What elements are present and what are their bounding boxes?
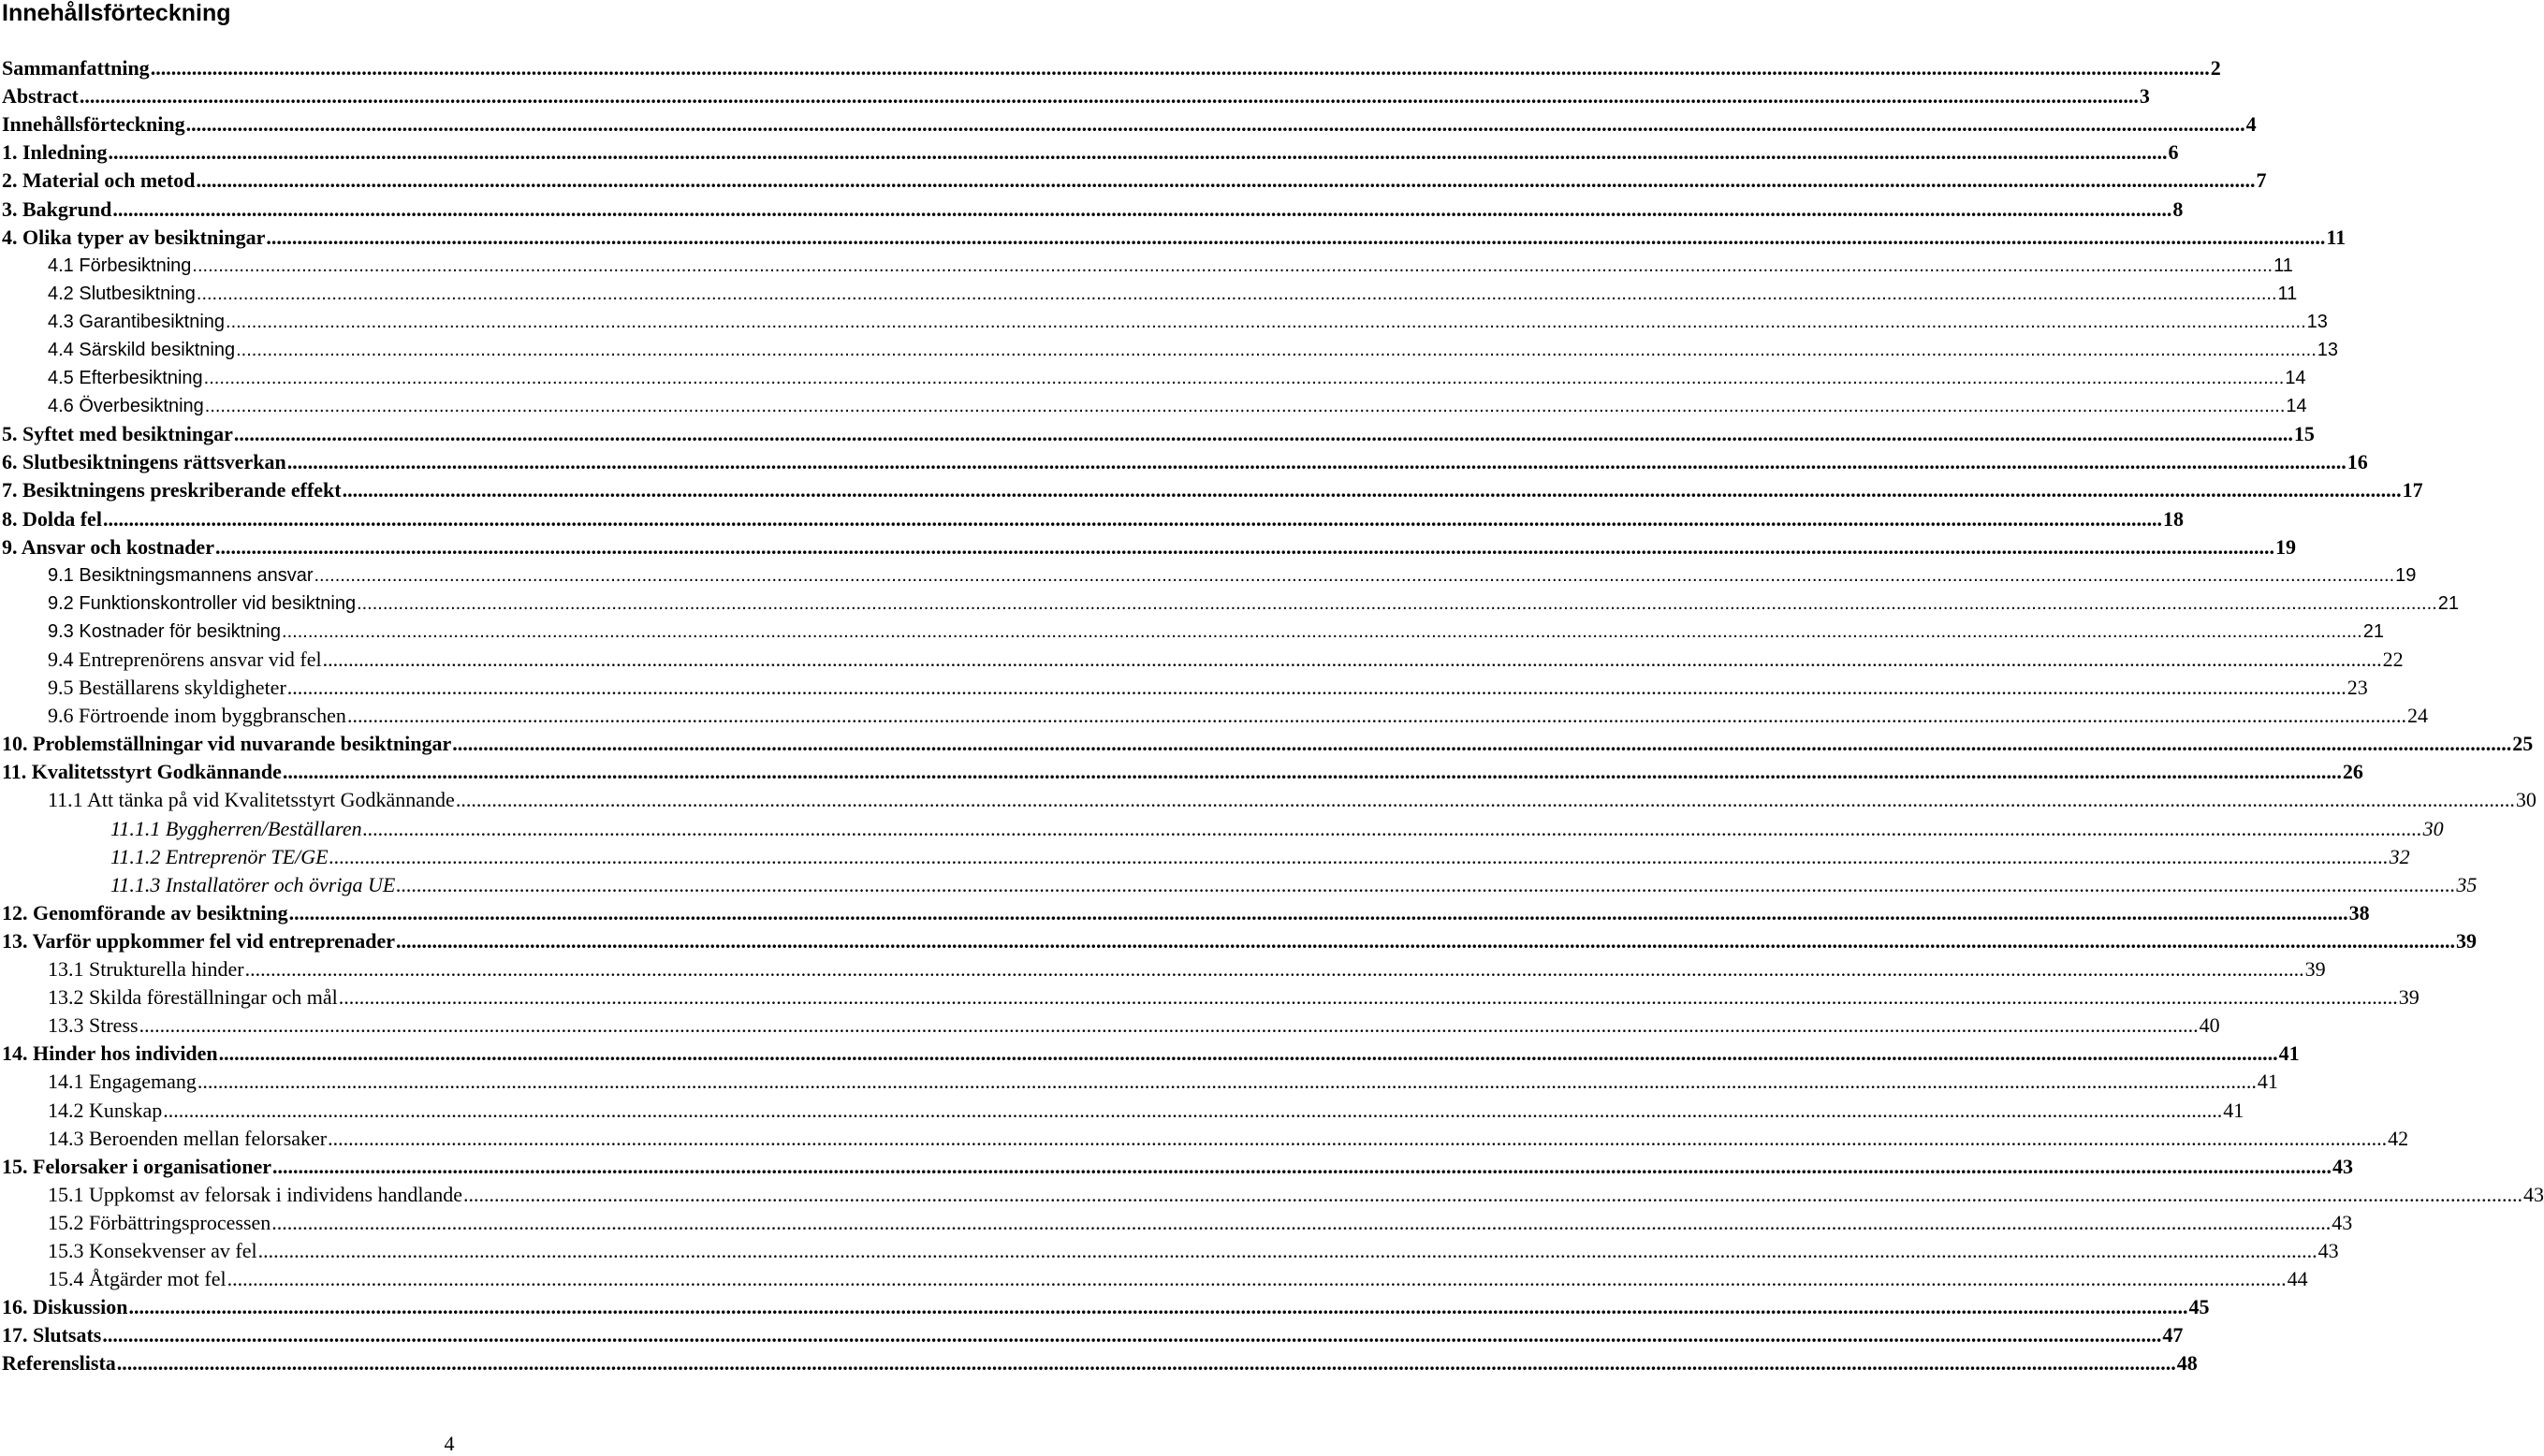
toc-leader-dots: ................................................................................................................................................................................................................................................................................................................................................................................................................ bbox=[79, 84, 2139, 109]
toc-entry-label: 15. Felorsaker i organisationer bbox=[2, 1154, 271, 1178]
toc-entry-label: 2. Material och metod bbox=[2, 168, 196, 193]
toc-entry[interactable] bbox=[0, 476, 2423, 504]
toc-entry-label: 11.1 Att tänka på vid Kvalitetsstyrt Godkännande bbox=[48, 788, 455, 812]
toc-leader-dots: ................................................................................................................................................................................................................................................................................................................................................................................................................ bbox=[163, 1098, 2223, 1122]
toc-entry[interactable] bbox=[0, 1265, 2308, 1293]
toc-entry-label: 12. Genomförande av besiktning bbox=[2, 900, 288, 925]
toc-leader-dots: ................................................................................................................................................................................................................................................................................................................................................................................................................ bbox=[236, 339, 2317, 360]
toc-entry-label: 4.4 Särskild besiktning bbox=[48, 339, 236, 360]
toc-entry-page: 32 bbox=[2389, 844, 2410, 868]
toc-entry-label: Innehållsförteckning bbox=[2, 112, 185, 137]
toc-leader-dots: ................................................................................................................................................................................................................................................................................................................................................................................................................ bbox=[192, 255, 2274, 276]
toc-entry-page: 17 bbox=[2402, 478, 2423, 502]
toc-leader-dots: ................................................................................................................................................................................................................................................................................................................................................................................................................ bbox=[218, 1041, 2278, 1066]
toc-leader-dots: ................................................................................................................................................................................................................................................................................................................................................................................................................ bbox=[396, 872, 2456, 896]
toc-entry[interactable] bbox=[0, 54, 2221, 82]
toc-entry[interactable] bbox=[0, 533, 2296, 561]
toc-entry[interactable] bbox=[0, 899, 2370, 927]
toc-entry-page: 39 bbox=[2304, 957, 2326, 982]
toc-entry-page: 2 bbox=[2210, 56, 2221, 80]
toc-entry-label: 9.5 Beställarens skyldigheter bbox=[48, 676, 286, 700]
toc-entry[interactable] bbox=[0, 364, 2306, 392]
toc-entry-page: 41 bbox=[2223, 1098, 2244, 1122]
toc-entry-page: 44 bbox=[2287, 1267, 2308, 1291]
toc-entry[interactable] bbox=[0, 448, 2368, 476]
toc-entry-page: 8 bbox=[2172, 197, 2184, 221]
toc-entry[interactable] bbox=[0, 702, 2428, 730]
toc-entry-label: 1. Inledning bbox=[2, 140, 108, 165]
toc-entry-page: 4 bbox=[2245, 112, 2257, 137]
toc-entry-label: 4.1 Förbesiktning bbox=[48, 255, 192, 276]
toc-leader-dots: ................................................................................................................................................................................................................................................................................................................................................................................................................ bbox=[197, 1070, 2257, 1094]
toc-entry[interactable] bbox=[0, 561, 2417, 590]
toc-entry[interactable] bbox=[0, 730, 2534, 758]
toc-leader-dots: ................................................................................................................................................................................................................................................................................................................................................................................................................ bbox=[286, 676, 2347, 700]
toc-leader-dots: ................................................................................................................................................................................................................................................................................................................................................................................................................ bbox=[286, 450, 2347, 474]
toc-leader-dots: ................................................................................................................................................................................................................................................................................................................................................................................................................ bbox=[139, 1013, 2199, 1038]
toc-leader-dots: ................................................................................................................................................................................................................................................................................................................................................................................................................ bbox=[226, 311, 2306, 332]
toc-entry-label: 11.1.3 Installatörer och övriga UE bbox=[110, 872, 396, 896]
toc-entry-page: 43 bbox=[2317, 1238, 2339, 1262]
toc-entry[interactable] bbox=[0, 1012, 2220, 1040]
toc-entry-label: 16. Diskussion bbox=[2, 1295, 128, 1319]
toc-leader-dots: ................................................................................................................................................................................................................................................................................................................................................................................................................ bbox=[282, 620, 2362, 642]
toc-leader-dots: ................................................................................................................................................................................................................................................................................................................................................................................................................ bbox=[455, 788, 2515, 812]
toc-entry-label: 4.3 Garantibesiktning bbox=[48, 311, 226, 332]
toc-entry[interactable] bbox=[0, 1068, 2278, 1096]
toc-entry-page: 21 bbox=[2437, 592, 2459, 614]
toc-leader-dots: ................................................................................................................................................................................................................................................................................................................................................................................................................ bbox=[204, 396, 2286, 417]
toc-entry[interactable] bbox=[0, 1153, 2353, 1181]
toc-leader-dots: ................................................................................................................................................................................................................................................................................................................................................................................................................ bbox=[128, 1295, 2188, 1319]
toc-entry[interactable] bbox=[0, 224, 2347, 252]
toc-leader-dots: ................................................................................................................................................................................................................................................................................................................................................................................................................ bbox=[272, 1154, 2332, 1178]
toc-entry-label: 13. Varför uppkommer fel vid entreprenader bbox=[2, 928, 396, 953]
toc-entry-page: 24 bbox=[2406, 704, 2428, 728]
toc-leader-dots: ................................................................................................................................................................................................................................................................................................................................................................................................................ bbox=[102, 1323, 2162, 1347]
toc-entry-label: 11. Kvalitetsstyrt Godkännande bbox=[2, 760, 282, 784]
page-title: Innehållsförteckning bbox=[2, 0, 231, 26]
toc-entry-label: 11.1.2 Entreprenör TE/GE bbox=[110, 844, 329, 868]
toc-entry-page: 43 bbox=[2332, 1210, 2353, 1234]
toc-entry[interactable] bbox=[0, 336, 2339, 364]
toc-leader-dots: ................................................................................................................................................................................................................................................................................................................................................................................................................ bbox=[233, 422, 2293, 446]
toc-leader-dots: ................................................................................................................................................................................................................................................................................................................................................................................................................ bbox=[257, 1238, 2317, 1262]
toc-entry[interactable] bbox=[0, 82, 2150, 110]
toc-entry[interactable] bbox=[0, 420, 2315, 448]
toc-leader-dots: ................................................................................................................................................................................................................................................................................................................................................................................................................ bbox=[227, 1267, 2287, 1291]
toc-entry-label: 11.1.1 Byggherren/Beställaren bbox=[110, 816, 362, 840]
toc-leader-dots: ................................................................................................................................................................................................................................................................................................................................................................................................................ bbox=[452, 732, 2512, 756]
toc-entry-page: 39 bbox=[2456, 928, 2478, 953]
toc-entry-label: 13.2 Skilda föreställningar och mål bbox=[48, 985, 338, 1010]
toc-entry[interactable] bbox=[0, 1181, 2544, 1209]
toc-entry-label: 9.3 Kostnader för besiktning bbox=[48, 620, 282, 642]
toc-entry-label: 6. Slutbesiktningens rättsverkan bbox=[2, 450, 286, 474]
toc-leader-dots: ................................................................................................................................................................................................................................................................................................................................................................................................................ bbox=[196, 168, 2256, 193]
toc-entry-page: 14 bbox=[2286, 396, 2307, 417]
toc-leader-dots: ................................................................................................................................................................................................................................................................................................................................................................................................................ bbox=[329, 844, 2389, 868]
toc-entry[interactable] bbox=[0, 1096, 2244, 1124]
page-number: 4 bbox=[444, 1432, 455, 1455]
toc-entry-page: 11 bbox=[2274, 255, 2293, 276]
toc-entry[interactable] bbox=[0, 252, 2293, 280]
toc-entry-page: 40 bbox=[2199, 1013, 2220, 1038]
toc-entry-label: 14.3 Beroenden mellan felorsaker bbox=[48, 1126, 328, 1150]
toc-entry-page: 11 bbox=[2326, 225, 2347, 249]
toc-entry-label: 14.2 Kunskap bbox=[48, 1098, 163, 1122]
toc-leader-dots: ................................................................................................................................................................................................................................................................................................................................................................................................................ bbox=[214, 534, 2274, 559]
toc-entry-label: 10. Problemställningar vid nuvarande besiktningar bbox=[2, 732, 452, 756]
toc-entry-label: 7. Besiktningens preskriberande effekt bbox=[2, 478, 342, 502]
toc-entry-label: 9.1 Besiktningsmannens ansvar bbox=[48, 564, 314, 586]
toc-entry[interactable] bbox=[0, 167, 2267, 195]
toc-entry-label: 9.6 Förtroende inom byggbranschen bbox=[48, 704, 346, 728]
toc-entry[interactable] bbox=[0, 1321, 2184, 1349]
toc-entry-page: 43 bbox=[2332, 1154, 2353, 1178]
toc-leader-dots: ................................................................................................................................................................................................................................................................................................................................................................................................................ bbox=[203, 368, 2285, 389]
toc-entry[interactable] bbox=[0, 618, 2384, 646]
toc-entry[interactable] bbox=[0, 590, 2459, 618]
toc-entry-label: 15.3 Konsekvenser av fel bbox=[48, 1238, 257, 1262]
toc-entry-label: 4.2 Slutbesiktning bbox=[48, 283, 196, 304]
toc-entry-label: 17. Slutsats bbox=[2, 1323, 102, 1347]
toc-entry-page: 48 bbox=[2176, 1351, 2198, 1376]
toc-entry[interactable] bbox=[0, 1040, 2300, 1068]
toc-entry-page: 45 bbox=[2188, 1295, 2210, 1319]
toc-entry-page: 7 bbox=[2256, 168, 2267, 193]
toc-entry[interactable] bbox=[0, 138, 2179, 167]
toc-entry-page: 41 bbox=[2278, 1041, 2300, 1066]
toc-leader-dots: ................................................................................................................................................................................................................................................................................................................................................................................................................ bbox=[102, 506, 2162, 531]
toc-leader-dots: ................................................................................................................................................................................................................................................................................................................................................................................................................ bbox=[150, 56, 2210, 80]
toc-entry-label: 15.4 Åtgärder mot fel bbox=[48, 1267, 227, 1291]
toc-entry[interactable] bbox=[0, 646, 2404, 674]
toc-leader-dots: ................................................................................................................................................................................................................................................................................................................................................................................................................ bbox=[342, 478, 2402, 502]
toc-entry[interactable] bbox=[0, 1237, 2339, 1265]
toc-entry-page: 25 bbox=[2512, 732, 2534, 756]
toc-entry-label: 8. Dolda fel bbox=[2, 506, 102, 531]
toc-entry-label: 4.6 Överbesiktning bbox=[48, 396, 204, 417]
toc-entry[interactable] bbox=[0, 505, 2184, 533]
toc-entry-page: 11 bbox=[2277, 283, 2298, 304]
toc-entry-label: 15.2 Förbättringsprocessen bbox=[48, 1210, 271, 1234]
table-of-contents bbox=[0, 54, 2544, 1377]
toc-entry-page: 22 bbox=[2382, 648, 2404, 672]
toc-entry-label: 13.1 Strukturella hinder bbox=[48, 957, 244, 982]
toc-entry-label: 15.1 Uppkomst av felorsak i individens handlande bbox=[48, 1182, 462, 1206]
toc-entry[interactable] bbox=[0, 843, 2410, 871]
toc-entry-label: 14.1 Engagemang bbox=[48, 1070, 197, 1094]
toc-entry-page: 30 bbox=[2422, 816, 2444, 840]
toc-leader-dots: ................................................................................................................................................................................................................................................................................................................................................................................................................ bbox=[266, 225, 2326, 249]
toc-entry-label: Abstract bbox=[2, 84, 79, 109]
toc-entry[interactable] bbox=[0, 1349, 2198, 1377]
toc-entry[interactable] bbox=[0, 308, 2328, 336]
toc-entry-page: 19 bbox=[2274, 534, 2296, 559]
toc-entry-label: 9.4 Entreprenörens ansvar vid fel bbox=[48, 648, 322, 672]
toc-entry-page: 23 bbox=[2347, 676, 2368, 700]
toc-entry[interactable] bbox=[0, 983, 2420, 1012]
toc-leader-dots: ................................................................................................................................................................................................................................................................................................................................................................................................................ bbox=[288, 900, 2348, 925]
toc-entry-page: 18 bbox=[2162, 506, 2184, 531]
toc-entry-page: 39 bbox=[2398, 985, 2420, 1010]
toc-entry[interactable] bbox=[0, 871, 2478, 899]
toc-leader-dots: ................................................................................................................................................................................................................................................................................................................................................................................................................ bbox=[112, 197, 2172, 221]
toc-entry-page: 3 bbox=[2139, 84, 2150, 109]
toc-entry-page: 15 bbox=[2293, 422, 2315, 446]
toc-entry-label: 4.5 Efterbesiktning bbox=[48, 368, 203, 389]
toc-entry[interactable] bbox=[0, 195, 2184, 223]
toc-entry-page: 26 bbox=[2342, 760, 2363, 784]
toc-entry-page: 16 bbox=[2347, 450, 2368, 474]
toc-entry-page: 35 bbox=[2456, 872, 2478, 896]
toc-entry[interactable] bbox=[0, 786, 2537, 814]
toc-entry-page: 14 bbox=[2285, 368, 2306, 389]
toc-entry-page: 19 bbox=[2395, 564, 2417, 586]
toc-leader-dots: ................................................................................................................................................................................................................................................................................................................................................................................................................ bbox=[185, 112, 2245, 137]
toc-entry-label: 3. Bakgrund bbox=[2, 197, 112, 221]
toc-leader-dots: ................................................................................................................................................................................................................................................................................................................................................................................................................ bbox=[244, 957, 2304, 982]
toc-entry-label: 5. Syftet med besiktningar bbox=[2, 422, 233, 446]
toc-entry[interactable] bbox=[0, 815, 2444, 843]
toc-entry-page: 13 bbox=[2306, 311, 2328, 332]
toc-leader-dots: ................................................................................................................................................................................................................................................................................................................................................................................................................ bbox=[314, 564, 2395, 586]
toc-leader-dots: ................................................................................................................................................................................................................................................................................................................................................................................................................ bbox=[108, 140, 2168, 165]
toc-leader-dots: ................................................................................................................................................................................................................................................................................................................................................................................................................ bbox=[362, 816, 2422, 840]
toc-entry-label: 9. Ansvar och kostnader bbox=[2, 534, 214, 559]
toc-entry-page: 42 bbox=[2388, 1126, 2409, 1150]
toc-leader-dots: ................................................................................................................................................................................................................................................................................................................................................................................................................ bbox=[346, 704, 2406, 728]
toc-leader-dots: ................................................................................................................................................................................................................................................................................................................................................................................................................ bbox=[116, 1351, 2176, 1376]
toc-leader-dots: ................................................................................................................................................................................................................................................................................................................................................................................................................ bbox=[396, 928, 2456, 953]
toc-entry[interactable] bbox=[0, 392, 2307, 420]
toc-leader-dots: ................................................................................................................................................................................................................................................................................................................................................................................................................ bbox=[196, 283, 2277, 304]
toc-leader-dots: ................................................................................................................................................................................................................................................................................................................................................................................................................ bbox=[462, 1182, 2522, 1206]
toc-entry[interactable] bbox=[0, 955, 2326, 983]
toc-entry-page: 38 bbox=[2348, 900, 2370, 925]
toc-leader-dots: ................................................................................................................................................................................................................................................................................................................................................................................................................ bbox=[328, 1126, 2388, 1150]
toc-entry-label: 13.3 Stress bbox=[48, 1013, 139, 1038]
toc-entry-page: 43 bbox=[2522, 1182, 2544, 1206]
toc-entry[interactable] bbox=[0, 674, 2368, 702]
toc-entry-label: 9.2 Funktionskontroller vid besiktning bbox=[48, 592, 357, 614]
toc-entry-page: 47 bbox=[2162, 1323, 2184, 1347]
toc-entry-label: Referenslista bbox=[2, 1351, 116, 1376]
toc-entry[interactable] bbox=[0, 1293, 2210, 1321]
toc-entry-page: 21 bbox=[2362, 620, 2384, 642]
toc-entry-label: Sammanfattning bbox=[2, 56, 150, 80]
toc-leader-dots: ................................................................................................................................................................................................................................................................................................................................................................................................................ bbox=[338, 985, 2398, 1010]
toc-entry[interactable] bbox=[0, 927, 2478, 955]
toc-leader-dots: ................................................................................................................................................................................................................................................................................................................................................................................................................ bbox=[322, 648, 2382, 672]
toc-entry[interactable] bbox=[0, 1209, 2353, 1237]
toc-leader-dots: ................................................................................................................................................................................................................................................................................................................................................................................................................ bbox=[282, 760, 2342, 784]
toc-entry-page: 41 bbox=[2257, 1070, 2278, 1094]
toc-entry-page: 30 bbox=[2515, 788, 2537, 812]
toc-entry-label: 4. Olika typer av besiktningar bbox=[2, 225, 266, 249]
toc-entry[interactable] bbox=[0, 110, 2257, 138]
toc-entry[interactable] bbox=[0, 1125, 2409, 1153]
toc-leader-dots: ................................................................................................................................................................................................................................................................................................................................................................................................................ bbox=[271, 1210, 2332, 1234]
toc-entry-page: 13 bbox=[2317, 339, 2339, 360]
toc-leader-dots: ................................................................................................................................................................................................................................................................................................................................................................................................................ bbox=[357, 592, 2437, 614]
toc-entry-page: 6 bbox=[2168, 140, 2179, 165]
toc-entry[interactable] bbox=[0, 758, 2363, 786]
toc-entry-label: 14. Hinder hos individen bbox=[2, 1041, 218, 1066]
toc-entry[interactable] bbox=[0, 280, 2298, 308]
